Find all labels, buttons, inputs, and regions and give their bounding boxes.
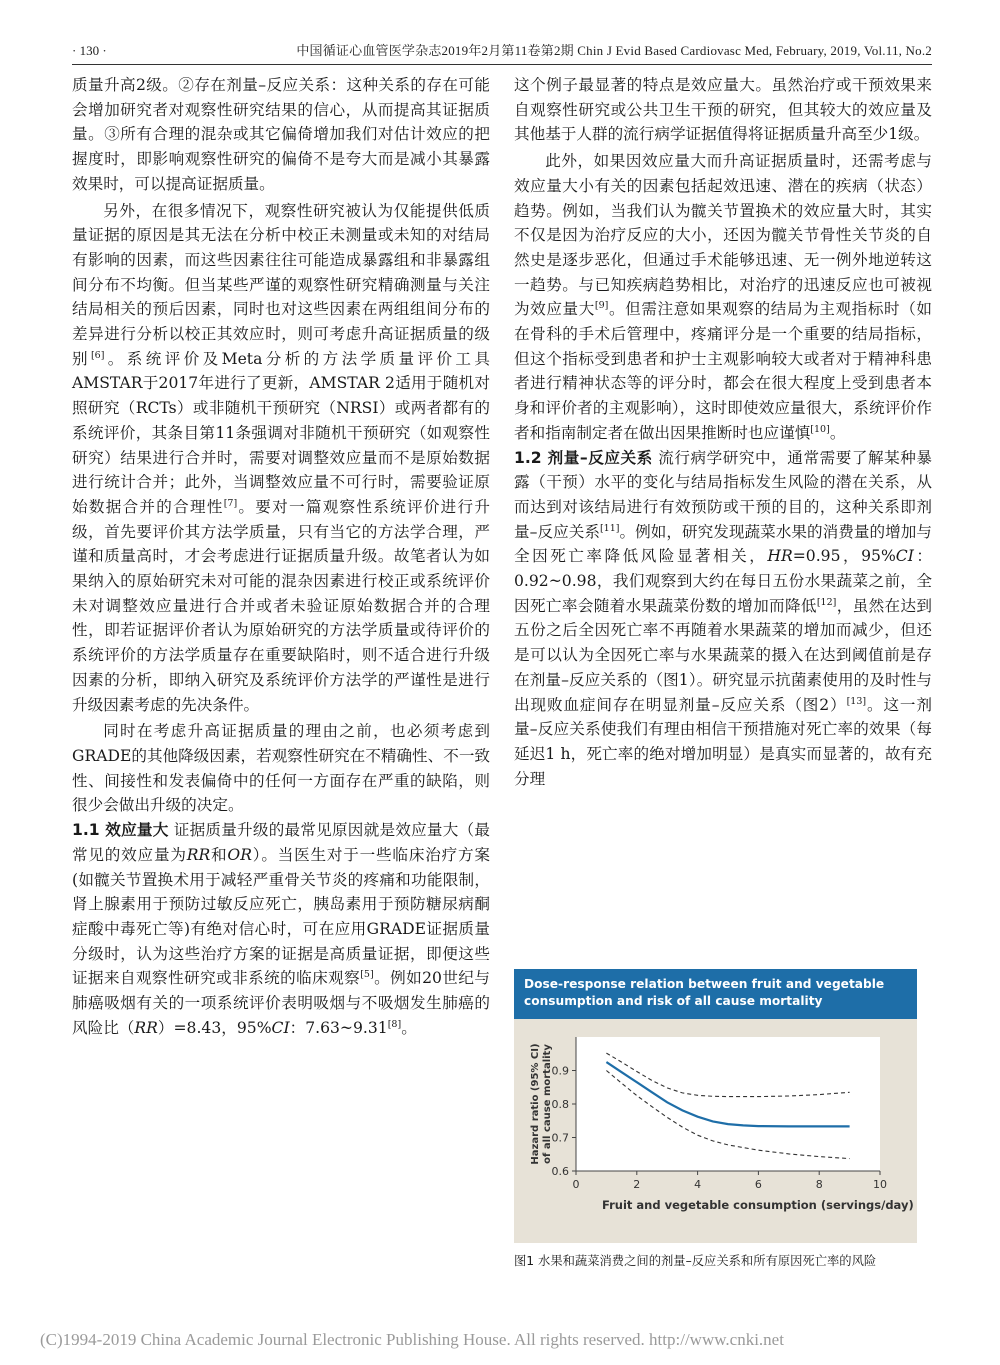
citation-ref[interactable]: [12]: [816, 596, 837, 608]
y-tick-label: 0.9: [551, 1064, 569, 1078]
citation-ref[interactable]: [9]: [594, 300, 609, 312]
paragraph-upgrade-factors: 质量升高2级。②存在剂量–反应关系：这种关系的存在可能会增加研究者对观察性研究结果的信心，从而提高其证据质量。③所有合理的混杂或其它偏倚增加我们对估计效应的把握度时，即影响观察性研究的偏倚不是夸大而是减小其暴露效果时，可以提高证据质量。: [72, 76, 490, 193]
x-axis-label: Fruit and vegetable consumption (servings/day): [602, 1198, 914, 1212]
dose-response-chart: [514, 1019, 917, 1243]
y-axis-label: of all cause mortality: [542, 1044, 553, 1164]
citation-ref[interactable]: [13]: [846, 695, 867, 707]
figure-1: [514, 969, 917, 1243]
plot-area: [576, 1037, 880, 1171]
y-tick-label: 0.6: [551, 1165, 569, 1178]
paragraph-effect-factors: 此外，如果因效应量大而升高证据质量时，还需考虑与效应量大小有关的因素包括起效迅速、潜在的疾病（状态）趋势。例如，当我们认为髋关节置换术的效应量大时，其实不仅是因为治疗反应的大小，还因为髋关节骨性关节炎的自然史是逐步恶化，但通过手术能够迅速、无一例外地逆转这一趋势。与已知疾病趋势相比，对治疗的迅速反应也可被视为效应量大[9]。但需注意如果观察的结局为主观指标时（如在骨科的手术后管理中，疼痛评分是一个重要的结局指标，但这个指标受到患者和护士主观影响较大或者对于精神科患者进行精神状态等的评分时，都会在很大程度上受到患者本身和评价者的主观影响），这时即使效应量很大，系统评价作者和指南制定者在做出因果推断时也应谨慎[10]。: [514, 152, 932, 442]
x-tick-label: 0: [572, 1178, 580, 1191]
x-tick-label: 4: [694, 1178, 702, 1191]
x-tick-label: 10: [873, 1178, 887, 1191]
y-tick-label: 0.8: [551, 1098, 569, 1111]
y-axis-label: Hazard ratio (95% CI): [530, 1043, 541, 1165]
citation-ref[interactable]: [7]: [223, 497, 238, 509]
paragraph-downgrade-factors: 同时在考虑升高证据质量的理由之前，也必须考虑到GRADE的其他降级因素，若观察性研究在不精确性、不一致性、间接性和发表偏倚中的任何一方面存在严重的缺陷，则很少会做出升级的决定。: [72, 722, 491, 815]
paragraph-observational-quality: 另外，在很多情况下，观察性研究被认为仅能提供低质量证据的原因是其无法在分析中校正未测量或未知的对结局有影响的因素，而这些因素往往可能造成暴露组和非暴露组间分布不均衡。但当某些严谨的观察性研究精确测量与关注结局相关的预后因素，同时也对这些因素在两组组间分布的差异进行分析以校正其效应时，则可考虑升高证据质量的级别[6]。系统评价及Meta分析的方法学质量评价工具AMSTAR于2017年进行了更新，AMSTAR 2适用于随机对照研究（RCTs）或非随机干预研究（NRSI）或两者都有的系统评价，其条目第11条强调对非随机干预研究（如观察性研究）结果进行合并时，需要对调整效应量而不是原始数据进行统计合并；此外，当调整效应量不可行时，需要验证原始数据合并的合理性[7]。要对一篇观察性系统评价进行升级，首先要评价其方法学质量，只有当它的方法学合理，严谨和质量高时，才会考虑进行证据质量升级。故笔者认为如果纳入的原始研究未对可能的混杂因素进行校正或系统评价未对调整效应量进行合并或者未验证原始数据合并的合理性，即若证据评价者认为原始研究的方法学质量或待评价的系统评价的方法学质量存在重要缺陷时，则不适合进行升级因素的分析，即纳入研究及系统评价方法学的严谨性是进行升级因素考虑的先决条件。: [72, 201, 490, 714]
x-tick-label: 6: [754, 1178, 762, 1191]
citation-ref[interactable]: [11]: [599, 522, 620, 534]
section-heading: 1.2 剂量–反应关系: [514, 448, 653, 467]
running-header: [72, 40, 932, 62]
y-tick-label: 0.7: [551, 1131, 569, 1145]
citation-ref[interactable]: [6]: [90, 349, 105, 361]
citation-ref[interactable]: [5]: [360, 969, 374, 981]
journal-citation: 中国循证心血管医学杂志2019年2月第11卷第2期 Chin J Evid Based Cardiovasc Med, February, 2019, Vol.11, No.2: [296, 43, 932, 58]
x-tick-label: 8: [815, 1178, 823, 1191]
citation-ref[interactable]: [10]: [810, 423, 830, 435]
right-column: [514, 73, 932, 791]
header-rule: [72, 64, 932, 65]
citation-ref[interactable]: [8]: [387, 1018, 402, 1030]
figure-title: Dose-response relation between fruit and vegetable consumption and risk of all cause mortality: [514, 969, 917, 1019]
section-heading: 1.1 效应量大: [72, 821, 169, 840]
section-1-1: 1.1 效应量大 证据质量升级的最常见原因就是效应量大（最常见的效应量为RR和OR）。当医生对于一些临床治疗方案(如髋关节置换术用于减轻严重骨关节炎的疼痛和功能限制，肾上腺素用于预防过敏反应死亡，胰岛素用于预防糖尿病酮症酸中毒死亡等)有绝对信心时，可在应用GRADE证据质量分级时，认为这些治疗方案的证据是高质量证据，即便这些证据来自观察性研究或非系统的临床观察[5]。例如20世纪与肺癌吸烟有关的一项系统评价表明吸烟与不吸烟发生肺癌的风险比（RR）=8.43，95%CI：7.63~9.31[8]。: [72, 821, 490, 1037]
figure-caption: 图1 水果和蔬菜消费之间的剂量–反应关系和所有原因死亡率的风险: [514, 1254, 877, 1268]
left-column: [72, 73, 490, 1040]
section-1-2: 1.2 剂量–反应关系 流行病学研究中，通常需要了解某种暴露（干预）水平的变化与结局指标发生风险的潜在关系，从而达到对该结局进行有效预防或干预的目的，这种关系即剂量–反应关系[11]。例如，研究发现蔬菜水果的消费量的增加与全因死亡率降低风险显著相关，HR=0.95，95%CI：0.92~0.98，我们观察到大约在每日五份水果蔬菜之前，全因死亡率会随着水果蔬菜份数的增加而降低[12]，虽然在达到五份之后全因死亡率不再随着水果蔬菜的增加而减少，但还是可以认为全因死亡率与水果蔬菜的摄入在达到阈值前是存在剂量–反应关系的（图1）。研究显示抗菌素使用的及时性与出现败血症间存在明显剂量–反应关系（图2）[13]。这一剂量–反应关系使我们有理由相信干预措施对死亡率的效果（每延迟1 h，死亡率的绝对增加明显）是真实而显著的，故有充分理: [514, 448, 932, 788]
page-number: · 130 ·: [72, 43, 107, 58]
x-tick-label: 2: [633, 1178, 641, 1191]
copyright-footer: (C)1994-2019 China Academic Journal Electronic Publishing House. All rights reserved. http://www.cnki.net: [40, 1330, 784, 1349]
paragraph-large-effect-example: 这个例子最显著的特点是效应量大。虽然治疗或干预效果来自观察性研究或公共卫生干预的研究，但其较大的效应量及其他基于人群的流行病学证据值得将证据质量升高至少1级。: [514, 76, 932, 144]
